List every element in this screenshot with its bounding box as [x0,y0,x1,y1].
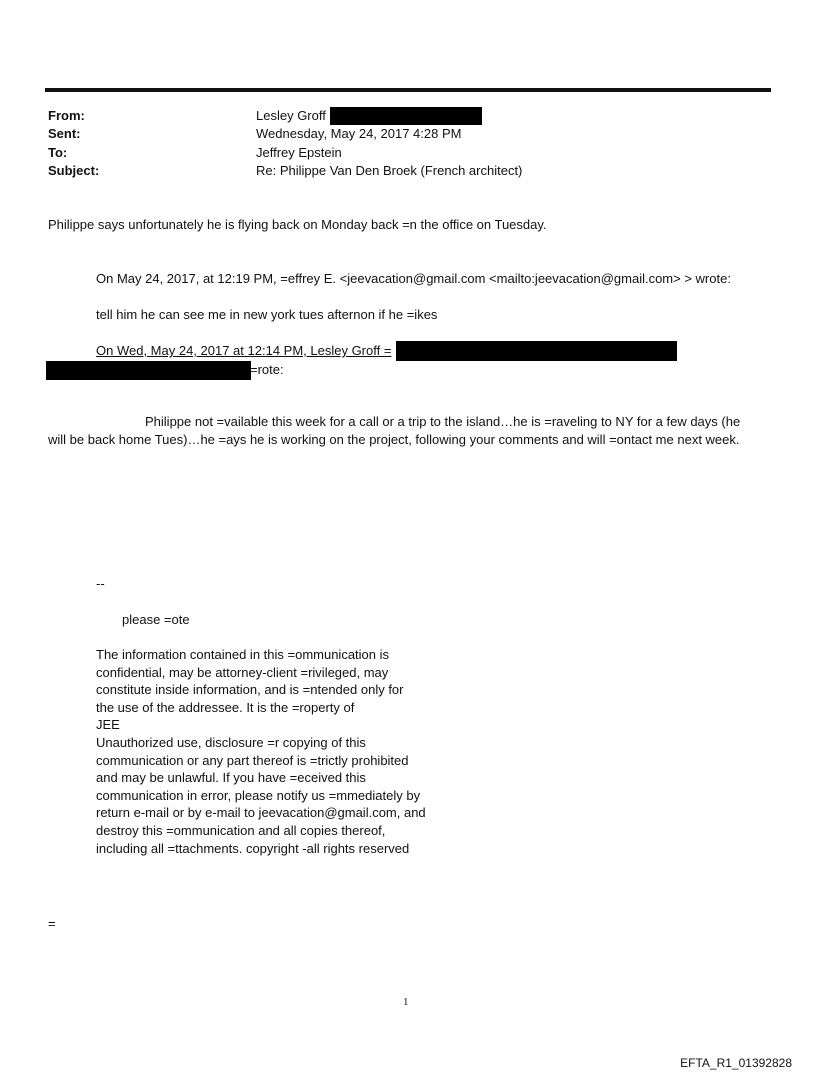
disclaimer-line: the use of the addressee. It is the =roperty of [96,699,355,715]
disclaimer-line: communication in error, please notify us =mmediately by [96,787,421,803]
disclaimer-line: destroy this =ommunication and all copies thereof, [96,822,386,838]
confidentiality-disclaimer [96,646,426,857]
disclaimer-line: including all =ttachments. copyright -all rights reserved [96,840,410,856]
from-value: Lesley Groff [256,108,326,123]
to-label: To: [48,145,68,160]
page-number: 1 [403,996,409,1008]
subject-value: Re: Philippe Van Den Broek (French architect) [256,163,523,178]
signature-separator: -- [96,576,105,591]
disclaimer-line: constitute inside information, and is =ntended only for [96,682,404,698]
body-paragraph-line: Philippe not =vailable this week for a call or a trip to the island…he is =raveling to NY for a few days (he [145,414,741,429]
quote-text: tell him he can see me in new york tues afternon if he =ikes [96,307,438,322]
disclaimer-line: JEE [96,717,120,733]
redaction-box [330,107,482,125]
header-rule [45,88,771,92]
disclaimer-line: return e-mail or by e-mail to jeevacation@gmail.com, and [96,805,426,821]
body-line: Philippe says unfortunately he is flying back on Monday back =n the office on Tuesday. [48,217,547,232]
redaction-box [396,341,677,361]
quote-intro-continued: =rote: [250,362,284,377]
to-value: Jeffrey Epstein [256,145,342,160]
trailing-equals: = [48,916,56,931]
redaction-box [46,361,251,380]
from-label: From: [48,108,85,123]
disclaimer-line: The information contained in this =ommunication is [96,647,390,662]
bates-number: EFTA_R1_01392828 [680,1056,792,1070]
disclaimer-line: and may be unlawful. If you have =eceived this [96,770,366,786]
disclaimer-line: confidential, may be attorney-client =rivileged, may [96,664,389,680]
sent-label: Sent: [48,126,81,141]
please-note: please =ote [122,612,190,627]
sent-value: Wednesday, May 24, 2017 4:28 PM [256,126,462,141]
subject-label: Subject: [48,163,100,178]
body-paragraph-line: will be back home Tues)…he =ays he is working on the project, following your comments and will =ontact me next week. [48,432,740,447]
disclaimer-line: communication or any part thereof is =trictly prohibited [96,752,409,768]
disclaimer-line: Unauthorized use, disclosure =r copying of this [96,734,366,750]
quote-intro: On May 24, 2017, at 12:19 PM, =effrey E. <jeevacation@gmail.com <mailto:jeevacation@gmail.com> > wrote: [96,271,731,286]
quote-intro: On Wed, May 24, 2017 at 12:14 PM, Lesley Groff = [96,343,392,358]
